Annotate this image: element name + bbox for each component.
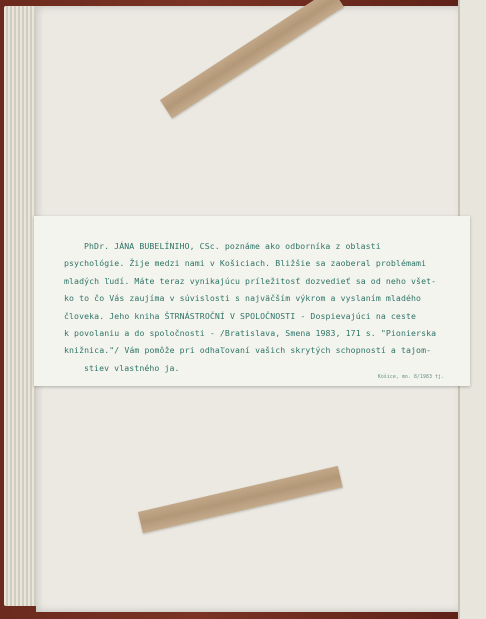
article-line: k povolaniu a do spoločnosti - /Bratislava, Smena 1983, 171 s. "Pionierska: [64, 328, 437, 339]
article-line: PhDr. JÁNA BUBELÍNIHO, CSc. poznáme ako odborníka z oblasti: [84, 241, 381, 251]
article-line: stiev vlastného ja.: [84, 362, 180, 373]
handwritten-note: Košice, mo. 8/1983 tj.: [377, 374, 444, 380]
article-line: ko to čo Vás zaujíma v súvislosti s najväčším výkrom a vyslaním mladého: [64, 293, 422, 304]
article-line: mladých ľudí. Máte teraz vynikajúcu príležitosť dozvedieť sa od neho všet-: [64, 275, 437, 286]
clipping-text: [64, 238, 464, 377]
article-line: psychológie. Žije medzi nami v Košiciach. Bližšie sa zaoberal problémami: [64, 258, 427, 269]
newspaper-clipping: [34, 216, 470, 386]
article-line: knižnica."/ Vám pomôže pri odhaľovaní vašich skrytých schopností a tajom-: [64, 345, 432, 356]
article-line: človeka. Jeho kniha ŠTRNÁSTROČNÍ V SPOLOČNOSTI - Dospievajúci na ceste: [64, 310, 417, 321]
